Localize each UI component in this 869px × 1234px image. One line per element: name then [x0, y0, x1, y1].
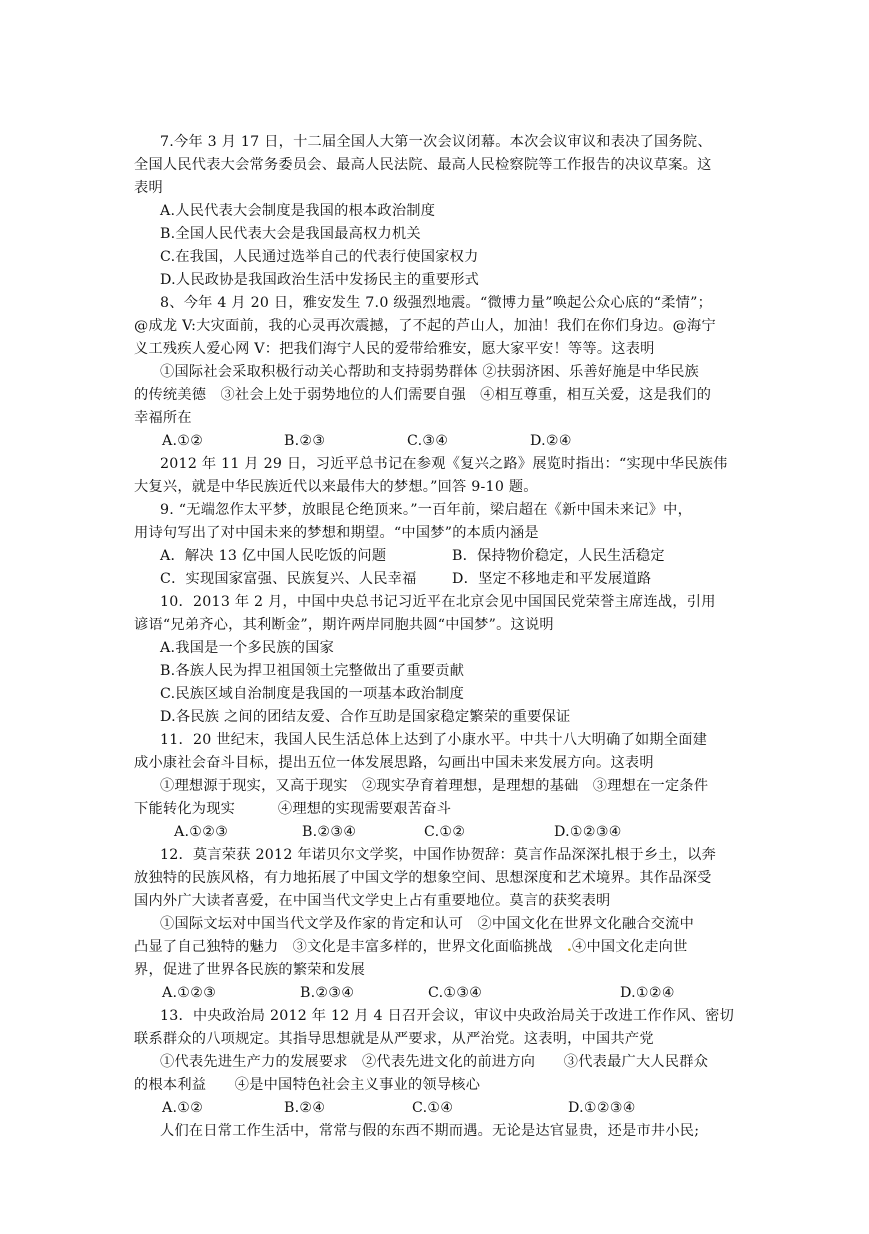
question-10-option-d: D.各民族 之间的团结友爱、合作互助是国家稳定繁荣的重要保证	[160, 709, 571, 725]
question-9-option-b: B．保持物价稳定，人民生活稳定	[452, 548, 665, 564]
question-7-stem-line-1: 7.今年 3 月 17 日，十二届全国人大第一次会议闭幕。本次会议审议和表决了国务院、	[160, 134, 712, 150]
question-13-stem-line-2: 联系群众的八项规定。其指导思想就是从严要求，从严治党。这表明，中国共产党	[134, 1031, 654, 1047]
question-11-stem-line-2: 成小康社会奋斗目标，提出五位一体发展思路，勾画出中国未来发展方向。这表明	[134, 755, 654, 771]
question-10-stem-line-1: 10．2013 年 2 月，中国中央总书记习近平在北京会见中国国民党荣誉主席连战，引用	[160, 594, 716, 610]
question-7-stem-line-3: 表明	[134, 180, 163, 196]
question-8-option-b: B.②③	[284, 433, 326, 449]
question-9-stem-line-2: 用诗句写出了对中国未来的梦想和期望。“中国梦”的本质内涵是	[134, 525, 539, 541]
question-10-option-c: C.民族区域自治制度是我国的一项基本政治制度	[160, 686, 465, 702]
question-10-option-b: B.各族人民为捍卫祖国领土完整做出了重要贡献	[160, 663, 465, 679]
question-8-statement-line-2: 的传统美德 ③社会上处于弱势地位的人们需要自强 ④相互尊重，相互关爱，这是我们的	[134, 387, 712, 403]
question-12-option-b: B.②③④	[300, 985, 355, 1001]
question-9-option-a: A．解决 13 亿中国人民吃饭的问题	[160, 548, 387, 564]
question-10-option-a: A.我国是一个多民族的国家	[160, 640, 335, 656]
question-12-statement-line-1: ①国际文坛对中国当代文学及作家的肯定和认可 ②中国文化在世界文化融合交流中	[160, 916, 695, 932]
question-12-statement-line-2	[134, 936, 688, 959]
material-9-10-line-1: 2012 年 11 月 29 日，习近平总书记在参观《复兴之路》展览时指出：“实现中华民族伟	[160, 456, 728, 472]
question-11-option-b: B.②③④	[302, 824, 357, 840]
question-13-statement-line-1: ①代表先进生产力的发展要求 ②代表先进文化的前进方向 ③代表最广大人民群众	[160, 1054, 709, 1070]
question-8-stem-line-3: 义工残疾人爱心网 V：把我们海宁人民的爱带给雅安，愿大家平安！等等。这表明	[134, 341, 655, 357]
question-13-options-row	[134, 1097, 636, 1120]
question-13-option-a: A.①②	[162, 1100, 204, 1116]
question-13-option-b: B.②④	[284, 1100, 326, 1116]
question-8-statement-line-3: 幸福所在	[134, 410, 192, 426]
question-7-option-d: D.人民政协是我国政治生活中发扬民主的重要形式	[160, 272, 480, 288]
question-7-option-a: A.人民代表大会制度是我国的根本政治制度	[160, 203, 436, 219]
question-9-options-row-1	[160, 545, 665, 568]
question-11-stem-line-1: 11．20 世纪末，我国人民生活总体上达到了小康水平。中共十八大明确了如期全面建	[160, 732, 708, 748]
question-11-statement-line-2: 下能转化为现实 ④理想的实现需要艰苦奋斗	[134, 801, 452, 817]
question-12-statement-line-2-tail: ④中国文化走向世	[572, 939, 688, 955]
question-13-option-d: D.①②③④	[568, 1100, 636, 1116]
material-next-line-1: 人们在日常工作生活中，常常与假的东西不期而遇。无论是达官显贵，还是市井小民;	[160, 1123, 700, 1139]
question-8-stem-line-1: 8、今年 4 月 20 日，雅安发生 7.0 级强烈地震。“微博力量”唤起公众心底的“柔情”；	[160, 295, 713, 311]
question-13-statement-line-2: 的根本利益 ④是中国特色社会主义事业的领导核心	[134, 1077, 481, 1093]
question-7-stem-line-2: 全国人民代表大会常务委员会、最高人民法院、最高人民检察院等工作报告的决议草案。这	[134, 157, 712, 173]
question-11-option-a: A.①②③	[174, 824, 229, 840]
question-12-stem-line-1: 12．莫言荣获 2012 年诺贝尔文学奖，中国作协贺辞：莫言作品深深扎根于乡土，以奔	[160, 847, 717, 863]
question-9-option-d: D．坚定不移地走和平发展道路	[452, 571, 652, 587]
question-10-stem-line-2: 谚语“兄弟齐心，其利断金”，期许两岸同胞共圆“中国梦”。这说明	[134, 617, 554, 633]
question-12-statement-line-3: 界，促进了世界各民族的繁荣和发展	[134, 962, 366, 978]
question-8-stem-line-2: @成龙 V:大灾面前，我的心灵再次震撼，了不起的芦山人，加油！我们在你们身边。@海宁	[134, 318, 716, 334]
question-13-stem-line-1: 13．中央政治局 2012 年 12 月 4 日召开会议，审议中央政治局关于改进工作作风、密切	[160, 1008, 735, 1024]
question-12-stem-line-2: 放独特的民族风格，有力地拓展了中国文学的想象空间、思想深度和艺术境界。其作品深受	[134, 870, 712, 886]
question-12-stem-line-3: 国内外广大读者喜爱，在中国当代文学史上占有重要地位。莫言的获奖表明	[134, 893, 611, 909]
question-12-option-a: A.①②③	[162, 985, 217, 1001]
stray-dot-mark: .	[566, 939, 573, 955]
question-12-option-d: D.①②④	[620, 985, 675, 1001]
question-8-option-c: C.③④	[407, 433, 449, 449]
question-7-option-b: B.全国人民代表大会是我国最高权力机关	[160, 226, 421, 242]
question-7-option-c: C.在我国，人民通过选举自己的代表行使国家权力	[160, 249, 479, 265]
question-8-statement-line-1: ①国际社会采取积极行动关心帮助和支持弱势群体 ②扶弱济困、乐善好施是中华民族	[160, 364, 699, 380]
question-12-option-c: C.①③④	[428, 985, 483, 1001]
question-12-statement-line-2-text: 凸显了自己独特的魅力 ③文化是丰富多样的，世界文化面临挑战	[134, 939, 567, 955]
question-13-option-c: C.①④	[412, 1100, 454, 1116]
question-11-options-row	[134, 821, 622, 844]
question-8-option-d: D.②④	[530, 433, 572, 449]
question-9-stem-line-1: 9. “无端忽作太平梦，放眼昆仑绝顶来。”一百年前，梁启超在《新中国未来记》中，	[160, 502, 693, 518]
question-9-options-row-2	[160, 568, 652, 591]
question-9-option-c: C．实现国家富强、民族复兴、人民幸福	[160, 571, 417, 587]
question-8-options-row	[134, 430, 572, 453]
material-9-10-line-2: 大复兴，就是中华民族近代以来最伟大的梦想。”回答 9-10 题。	[134, 479, 538, 495]
question-12-options-row	[134, 982, 675, 1005]
question-11-statement-line-1: ①理想源于现实，又高于现实 ②现实孕育着理想，是理想的基础 ③理想在一定条件	[160, 778, 709, 794]
question-11-option-d: D.①②③④	[554, 824, 622, 840]
question-11-option-c: C.①②	[424, 824, 466, 840]
question-8-option-a: A.①②	[162, 433, 204, 449]
